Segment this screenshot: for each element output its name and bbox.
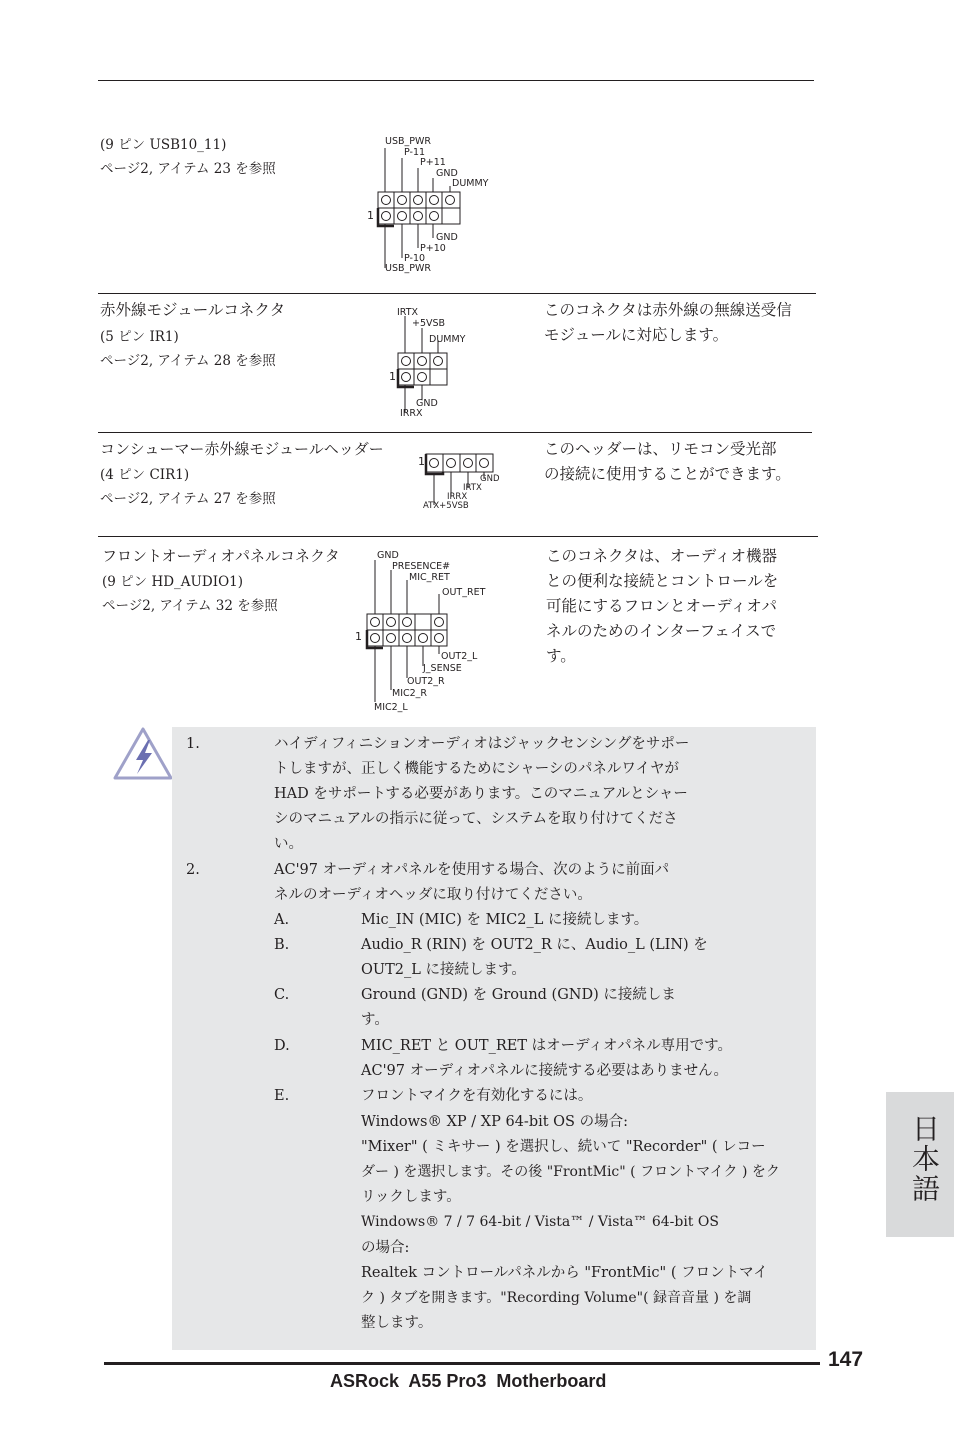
section-rule-3 bbox=[98, 536, 818, 537]
cir-label-irrx: IRRX bbox=[447, 492, 468, 502]
ir-desc-line-2: モジュールに対応します。 bbox=[544, 326, 729, 344]
usb-label-pin1: 1 bbox=[367, 209, 374, 222]
cir-desc-line-2: の接続に使用することができます。 bbox=[544, 465, 791, 483]
ir-label-irtx: IRTX bbox=[397, 307, 419, 318]
usb-label-p-minus-10: P-10 bbox=[404, 253, 426, 264]
note-sub-d: MIC_RET と OUT_RET はオーディオパネル専用です。 bbox=[361, 1038, 733, 1054]
hd-label-pin1: 1 bbox=[355, 630, 362, 643]
note-sub-b: Audio_R (RIN) を OUT2_R に、Audio_L (LIN) を bbox=[361, 937, 708, 953]
note-line-1: ハイディフィニションオーディオはジャックセンシングをサポー bbox=[274, 736, 690, 752]
note-sub-e: フロントマイクを有効化するには。 bbox=[361, 1088, 593, 1104]
note-sub-e9: ク ) タブを開きます。"Recording Volume"( 録音音量 ) を調 bbox=[361, 1290, 752, 1306]
hd-audio-title: フロントオーディオパネルコネクタ bbox=[102, 547, 340, 565]
usb-pin-svg bbox=[360, 130, 510, 280]
note-num-1: 1. bbox=[186, 736, 200, 752]
note-sub-e3: "Mixer" ( ミキサー ) を選択し、続いて "Recorder" ( レコー bbox=[361, 1139, 766, 1155]
usb-label-usb-pwr-bottom: USB_PWR bbox=[385, 263, 431, 274]
note-sub-e2: Windows® XP / XP 64-bit OS の場合: bbox=[361, 1114, 628, 1130]
usb-pin-diagram bbox=[360, 130, 510, 280]
hd-audio-desc-line-5: す。 bbox=[546, 647, 576, 665]
cir-label-gnd: GND bbox=[480, 474, 500, 484]
hd-audio-pin-diagram bbox=[350, 548, 500, 718]
cir-pins-text: (4 ピン CIR1) bbox=[100, 467, 190, 483]
usb-label-gnd-bottom: GND bbox=[436, 232, 458, 243]
cir-label-atx-5vsb: ATX+5VSB bbox=[423, 501, 469, 511]
note-sub-e10: 整します。 bbox=[361, 1315, 433, 1331]
cir-label-irtx: IRTX bbox=[463, 483, 482, 493]
note-line-4: シのマニュアルの指示に従って、システムを取り付けてくださ bbox=[274, 811, 678, 827]
ir-desc-line-1: このコネクタは赤外線の無線送受信 bbox=[544, 301, 792, 319]
section-rule-2 bbox=[98, 432, 812, 433]
ir-label-pin1: 1 bbox=[389, 370, 396, 383]
note-sub-letter-a: A. bbox=[274, 912, 290, 928]
cir-title: コンシューマー赤外線モジュールヘッダー bbox=[100, 440, 384, 458]
ir-label-5vsb: +5VSB bbox=[412, 318, 446, 329]
hd-audio-pins-text: (9 ピン HD_AUDIO1) bbox=[102, 574, 243, 590]
note-sub-c: Ground (GND) を Ground (GND) に接続しま bbox=[361, 987, 676, 1003]
cir-pin-diagram bbox=[412, 448, 512, 516]
note-sub-d2: AC'97 オーディオパネルに接続する必要はありません。 bbox=[361, 1063, 729, 1079]
note-sub-letter-c: C. bbox=[274, 987, 290, 1003]
footer-rule bbox=[104, 1362, 820, 1365]
hd-label-gnd: GND bbox=[377, 550, 399, 561]
hd-label-presence: PRESENCE# bbox=[392, 561, 451, 572]
ir-label-irrx: IRRX bbox=[400, 408, 423, 419]
usb-pins-text: (9 ピン USB10_11) bbox=[100, 137, 227, 153]
cir-label-pin1: 1 bbox=[418, 455, 425, 468]
usb-label-gnd-top: GND bbox=[436, 168, 458, 179]
note-line-7: ネルのオーディオヘッダに取り付けてください。 bbox=[274, 887, 592, 903]
usb-label-usb-pwr-top: USB_PWR bbox=[385, 136, 431, 147]
usb-ref-text: ページ2, アイテム 23 を参照 bbox=[100, 161, 276, 177]
note-num-2: 2. bbox=[186, 862, 200, 878]
hd-label-mic2-l: MIC2_L bbox=[374, 702, 408, 713]
ir-ref-text: ページ2, アイテム 28 を参照 bbox=[100, 353, 276, 369]
note-line-6: AC'97 オーディオパネルを使用する場合、次のように前面パ bbox=[274, 862, 670, 878]
section-rule-1 bbox=[98, 293, 816, 294]
usb-label-p-plus-10: P+10 bbox=[420, 243, 446, 254]
hd-label-mic-ret: MIC_RET bbox=[409, 572, 450, 583]
hd-audio-desc-line-1: このコネクタは、オーディオ機器 bbox=[546, 547, 777, 565]
hd-audio-desc-line-4: ネルのためのインターフェイスで bbox=[546, 622, 777, 640]
note-line-2: トしますが、正しく機能するためにシャーシのパネルワイヤが bbox=[274, 761, 679, 777]
ir-pins-text: (5 ピン IR1) bbox=[100, 329, 179, 345]
note-sub-letter-b: B. bbox=[274, 937, 290, 953]
hd-label-out2-l: OUT2_L bbox=[441, 651, 478, 662]
page-number: 147 bbox=[828, 1348, 864, 1371]
hd-label-out2-r: OUT2_R bbox=[407, 676, 445, 687]
top-rule bbox=[98, 80, 814, 81]
note-sub-e4: ダー ) を選択します。その後 "FrontMic" ( フロントマイク ) をク bbox=[361, 1164, 780, 1180]
cir-desc-line-1: このヘッダーは、リモコン受光部 bbox=[544, 440, 777, 458]
hd-label-j-sense: J_SENSE bbox=[423, 663, 462, 674]
note-sub-e8: Realtek コントロールパネルから "FrontMic" ( フロントマイ bbox=[361, 1265, 768, 1281]
note-sub-e7: の場合: bbox=[361, 1240, 410, 1256]
warning-lightning-icon bbox=[112, 726, 174, 782]
usb-label-dummy: DUMMY bbox=[452, 178, 489, 189]
note-sub-b2: OUT2_L に接続します。 bbox=[361, 962, 526, 978]
hd-audio-desc-line-2: との便利な接続とコントロールを bbox=[546, 572, 779, 590]
cir-ref-text: ページ2, アイテム 27 を参照 bbox=[100, 491, 276, 507]
ir-pin-diagram bbox=[380, 300, 490, 425]
hd-label-out-ret: OUT_RET bbox=[442, 587, 486, 598]
hd-audio-ref-text: ページ2, アイテム 32 を参照 bbox=[102, 598, 278, 614]
hd-audio-desc-line-3: 可能にするフロンとオーディオパ bbox=[546, 597, 777, 615]
usb-label-p-plus-11: P+11 bbox=[420, 157, 446, 168]
ir-label-dummy: DUMMY bbox=[429, 334, 466, 345]
note-sub-a: Mic_IN (MIC) を MIC2_L に接続します。 bbox=[361, 912, 649, 928]
note-sub-e6: Windows® 7 / 7 64-bit / Vista™ / Vista™ 64-bit OS bbox=[361, 1214, 719, 1230]
note-line-5: い。 bbox=[274, 836, 303, 852]
note-sub-c2: す。 bbox=[361, 1012, 389, 1028]
footer-product-name: ASRock A55 Pro3 Motherboard bbox=[330, 1371, 607, 1391]
usb-label-p-minus-11: P-11 bbox=[404, 147, 426, 158]
hd-label-mic2-r: MIC2_R bbox=[392, 688, 428, 699]
note-sub-e5: リックします。 bbox=[361, 1189, 461, 1205]
ir-label-gnd: GND bbox=[416, 398, 438, 409]
language-tab-label: 日本語 bbox=[908, 1114, 941, 1204]
ir-title: 赤外線モジュールコネクタ bbox=[100, 301, 286, 319]
language-side-tab bbox=[886, 1092, 954, 1237]
note-sub-letter-d: D. bbox=[274, 1038, 290, 1054]
note-sub-letter-e: E. bbox=[274, 1088, 290, 1104]
note-line-3: HAD をサポートする必要があります。このマニュアルとシャー bbox=[274, 786, 688, 802]
